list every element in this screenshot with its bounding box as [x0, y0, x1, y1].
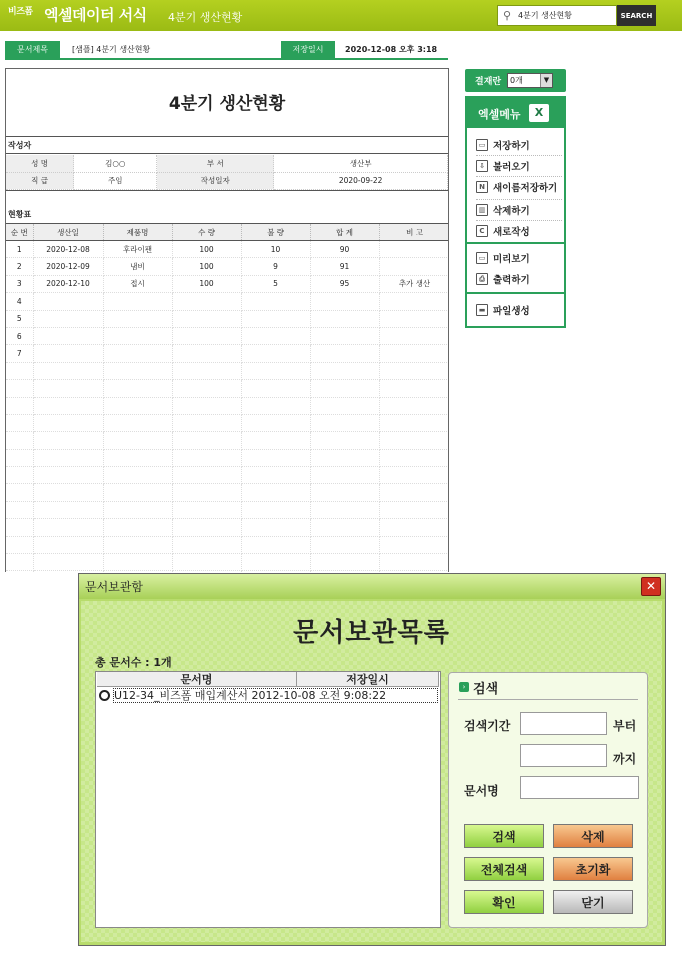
- column-header: 제품명: [103, 224, 172, 241]
- trash-icon: ▥: [476, 204, 488, 216]
- table-cell[interactable]: [103, 536, 172, 553]
- table-row: [6, 501, 449, 518]
- table-cell[interactable]: [6, 397, 33, 414]
- table-cell[interactable]: [379, 554, 449, 571]
- table-cell[interactable]: [379, 449, 449, 466]
- table-cell[interactable]: [103, 449, 172, 466]
- doc-count: 총 문서수 : 1개: [95, 656, 172, 669]
- table-cell[interactable]: [310, 345, 379, 362]
- author-cell: 직 급: [6, 172, 74, 189]
- table-cell[interactable]: 91: [310, 258, 379, 275]
- table-cell[interactable]: [172, 571, 241, 572]
- table-cell[interactable]: [6, 414, 33, 431]
- table-cell[interactable]: [310, 327, 379, 344]
- table-cell[interactable]: [33, 293, 103, 310]
- table-cell[interactable]: 9: [241, 258, 310, 275]
- doc-title-label: 문서제목: [5, 41, 60, 58]
- table-cell[interactable]: [310, 362, 379, 379]
- table-cell[interactable]: [310, 467, 379, 484]
- search-input[interactable]: [518, 8, 614, 23]
- table-cell[interactable]: [33, 467, 103, 484]
- author-cell[interactable]: 주임: [74, 172, 157, 189]
- approval-label: 결재란: [475, 77, 502, 87]
- author-section-label: 작성자: [8, 141, 32, 150]
- author-cell: 부 서: [157, 155, 274, 172]
- table-cell[interactable]: [379, 519, 449, 536]
- table-cell[interactable]: [379, 397, 449, 414]
- table-cell[interactable]: 7: [6, 345, 33, 362]
- table-row: [6, 397, 449, 414]
- preview-icon: ▭: [476, 252, 488, 264]
- table-cell[interactable]: [379, 432, 449, 449]
- table-cell[interactable]: [241, 397, 310, 414]
- table-cell[interactable]: [310, 554, 379, 571]
- saved-date-value: 2020-12-08 오후 3:18: [345, 45, 438, 54]
- table-cell[interactable]: [103, 310, 172, 327]
- table-cell[interactable]: 1: [6, 241, 33, 258]
- menu-item[interactable]: [476, 178, 564, 195]
- table-cell[interactable]: [103, 484, 172, 501]
- table-cell[interactable]: [241, 345, 310, 362]
- table-cell[interactable]: 접시: [103, 275, 172, 292]
- table-cell[interactable]: 10: [241, 241, 310, 258]
- table-cell[interactable]: [310, 293, 379, 310]
- table-cell[interactable]: [172, 310, 241, 327]
- table-cell[interactable]: 냄비: [103, 258, 172, 275]
- column-header: 생산일: [33, 224, 103, 241]
- dialog-titlebar[interactable]: [79, 574, 665, 599]
- menu-item-label: 파일생성: [493, 305, 530, 317]
- divider: [6, 190, 448, 191]
- table-cell[interactable]: [33, 554, 103, 571]
- table-cell[interactable]: [241, 432, 310, 449]
- menu-item-label: 저장하기: [493, 140, 530, 152]
- table-cell[interactable]: [379, 258, 449, 275]
- table-cell[interactable]: [33, 571, 103, 572]
- table-cell[interactable]: [241, 467, 310, 484]
- open-icon: ⇩: [476, 160, 488, 172]
- table-cell[interactable]: [103, 467, 172, 484]
- table-cell[interactable]: 90: [310, 241, 379, 258]
- table-cell[interactable]: [6, 467, 33, 484]
- table-cell[interactable]: [310, 380, 379, 397]
- dialog-title: 문서보관함: [85, 580, 143, 594]
- table-cell[interactable]: [379, 327, 449, 344]
- table-cell[interactable]: [33, 501, 103, 518]
- menu-item-label: 출력하기: [493, 274, 530, 286]
- table-cell[interactable]: [33, 432, 103, 449]
- table-cell[interactable]: [310, 484, 379, 501]
- reset-button[interactable]: 초기화: [553, 857, 633, 881]
- close-icon[interactable]: ✕: [641, 577, 661, 596]
- table-cell[interactable]: 후라이팬: [103, 241, 172, 258]
- column-header: 합 계: [310, 224, 379, 241]
- table-cell[interactable]: 2020-12-10: [33, 275, 103, 292]
- table-cell[interactable]: [103, 362, 172, 379]
- table-cell[interactable]: [241, 310, 310, 327]
- table-cell[interactable]: [103, 571, 172, 572]
- table-row: [6, 536, 449, 553]
- table-cell[interactable]: [103, 293, 172, 310]
- menu-item[interactable]: [476, 157, 564, 174]
- table-cell[interactable]: [241, 293, 310, 310]
- table-cell[interactable]: [33, 380, 103, 397]
- table-cell[interactable]: [172, 380, 241, 397]
- table-row: [6, 571, 449, 572]
- table-cell[interactable]: [241, 501, 310, 518]
- table-section-label: 현황표: [8, 210, 32, 219]
- table-cell[interactable]: [241, 519, 310, 536]
- row-radio[interactable]: [99, 690, 110, 701]
- column-header: 순 번: [6, 224, 33, 241]
- table-cell[interactable]: [241, 571, 310, 572]
- date-to-input[interactable]: [520, 744, 607, 767]
- table-cell[interactable]: [241, 554, 310, 571]
- menu-divider: [476, 176, 562, 177]
- table-cell[interactable]: [33, 536, 103, 553]
- menu-item[interactable]: [476, 222, 564, 239]
- table-row: [6, 432, 449, 449]
- author-cell[interactable]: 2020-09-22: [274, 172, 448, 189]
- table-cell[interactable]: [310, 519, 379, 536]
- table-cell[interactable]: 100: [172, 275, 241, 292]
- table-cell[interactable]: [379, 310, 449, 327]
- table-row: [6, 293, 449, 310]
- menu-divider: [476, 155, 562, 156]
- bizforms-logo[interactable]: 비즈폼: [8, 7, 33, 17]
- doc-subtitle: 4분기 생산현황: [168, 11, 243, 24]
- table-cell[interactable]: [310, 397, 379, 414]
- table-cell[interactable]: [310, 501, 379, 518]
- table-cell[interactable]: [103, 345, 172, 362]
- table-cell[interactable]: [310, 536, 379, 553]
- table-cell[interactable]: [6, 536, 33, 553]
- excel-menu-title: 엑셀메뉴: [478, 108, 521, 121]
- menu-item-label: 불러오기: [493, 161, 530, 173]
- spreadsheet[interactable]: [5, 68, 449, 572]
- col-header-name[interactable]: 문서명: [97, 672, 297, 687]
- table-cell[interactable]: [6, 484, 33, 501]
- divider: [6, 153, 448, 154]
- table-row: [6, 467, 449, 484]
- menu-group-divider: [467, 242, 564, 244]
- table-cell[interactable]: [241, 380, 310, 397]
- table-cell[interactable]: [379, 345, 449, 362]
- table-row: [6, 519, 449, 536]
- menu-item[interactable]: [476, 270, 564, 287]
- search-all-button[interactable]: 전체검색: [464, 857, 544, 881]
- docname-label: 문서명: [464, 784, 499, 798]
- table-cell[interactable]: [33, 414, 103, 431]
- table-cell[interactable]: [103, 414, 172, 431]
- table-cell[interactable]: 4: [6, 293, 33, 310]
- table-cell[interactable]: [310, 414, 379, 431]
- table-cell[interactable]: [172, 536, 241, 553]
- table-cell[interactable]: 95: [310, 275, 379, 292]
- table-cell[interactable]: [172, 484, 241, 501]
- date-from-input[interactable]: [520, 712, 607, 735]
- table-cell[interactable]: [241, 449, 310, 466]
- excel-icon: X: [529, 104, 549, 122]
- ok-button[interactable]: 확인: [464, 890, 544, 914]
- table-cell[interactable]: [241, 536, 310, 553]
- menu-item[interactable]: [476, 201, 564, 218]
- table-cell[interactable]: [379, 414, 449, 431]
- author-cell: 작성일자: [157, 172, 274, 189]
- table-cell[interactable]: 2020-12-08: [33, 241, 103, 258]
- table-cell[interactable]: [379, 241, 449, 258]
- table-cell[interactable]: 100: [172, 258, 241, 275]
- menu-item-label: 미리보기: [493, 253, 530, 265]
- table-cell[interactable]: 5: [241, 275, 310, 292]
- menu-item-label: 새이름저장하기: [493, 182, 558, 194]
- menu-item[interactable]: [476, 136, 564, 153]
- table-cell[interactable]: [6, 362, 33, 379]
- table-cell[interactable]: [172, 327, 241, 344]
- table-cell[interactable]: [6, 571, 33, 572]
- search-panel-title: 검색: [473, 682, 499, 697]
- chevron-down-icon[interactable]: ▼: [540, 74, 552, 87]
- table-cell[interactable]: [241, 484, 310, 501]
- table-cell[interactable]: [103, 501, 172, 518]
- table-cell[interactable]: 5: [6, 310, 33, 327]
- save-as-icon: N: [476, 181, 488, 193]
- col-header-date[interactable]: 저장일시: [297, 672, 439, 687]
- table-cell[interactable]: 3: [6, 275, 33, 292]
- table-cell[interactable]: [172, 362, 241, 379]
- table-cell[interactable]: [33, 519, 103, 536]
- table-cell[interactable]: 추가 생산: [379, 275, 449, 292]
- table-row: [6, 414, 449, 431]
- table-cell[interactable]: [241, 362, 310, 379]
- column-header: 비 고: [379, 224, 449, 241]
- table-row: [6, 362, 449, 379]
- table-cell[interactable]: [379, 536, 449, 553]
- table-cell[interactable]: [379, 501, 449, 518]
- table-cell[interactable]: [172, 554, 241, 571]
- info-divider: [5, 58, 448, 60]
- table-cell[interactable]: [6, 554, 33, 571]
- doc-title-value: [샘플] 4분기 생산현황: [72, 45, 151, 54]
- table-cell[interactable]: [310, 571, 379, 572]
- search-icon: ⚲: [503, 9, 512, 22]
- dialog-heading: 문서보관목록: [293, 618, 450, 648]
- menu-item-label: 새로작성: [493, 226, 530, 238]
- save-icon: ▭: [476, 139, 488, 151]
- table-cell[interactable]: [103, 397, 172, 414]
- table-cell[interactable]: [379, 484, 449, 501]
- table-row: [6, 380, 449, 397]
- table-row: [6, 554, 449, 571]
- author-cell[interactable]: 생산부: [274, 155, 448, 172]
- table-cell[interactable]: 2020-12-09: [33, 258, 103, 275]
- table-cell[interactable]: [172, 293, 241, 310]
- period-label: 검색기간: [464, 719, 511, 733]
- approval-select[interactable]: 0개: [507, 73, 553, 88]
- table-row: [6, 310, 449, 327]
- author-cell: 성 명: [6, 155, 74, 172]
- divider: [458, 699, 638, 700]
- table-cell[interactable]: [172, 432, 241, 449]
- table-row: [6, 275, 449, 292]
- table-row: [6, 155, 448, 172]
- menu-item-label: 삭제하기: [493, 205, 530, 217]
- table-cell[interactable]: [6, 380, 33, 397]
- arrow-icon: ›: [459, 682, 469, 692]
- search-button[interactable]: SEARCH: [617, 5, 656, 26]
- table-cell[interactable]: [103, 519, 172, 536]
- table-cell[interactable]: [172, 467, 241, 484]
- menu-item[interactable]: [476, 301, 564, 318]
- folder-icon: ▬: [476, 304, 488, 316]
- table-cell[interactable]: [6, 432, 33, 449]
- docname-input[interactable]: [520, 776, 639, 799]
- table-cell[interactable]: [379, 571, 449, 572]
- table-cell[interactable]: [103, 380, 172, 397]
- table-row: [6, 258, 449, 275]
- menu-group-divider: [467, 292, 564, 294]
- menu-item[interactable]: [476, 249, 564, 266]
- table-cell[interactable]: [172, 519, 241, 536]
- author-table: [6, 155, 448, 190]
- table-cell[interactable]: [33, 327, 103, 344]
- saved-date-label: 저장일시: [281, 41, 335, 58]
- table-row: [6, 449, 449, 466]
- table-cell[interactable]: [172, 345, 241, 362]
- column-header: 수 량: [172, 224, 241, 241]
- table-row: [6, 345, 449, 362]
- table-row: [6, 241, 449, 258]
- table-row: [6, 172, 448, 189]
- table-cell[interactable]: [33, 345, 103, 362]
- author-cell[interactable]: 김○○: [74, 155, 157, 172]
- table-cell[interactable]: [172, 414, 241, 431]
- delete-button[interactable]: 삭제: [553, 824, 633, 848]
- to-label: 까지: [613, 752, 637, 766]
- table-cell[interactable]: [33, 397, 103, 414]
- table-cell[interactable]: [241, 414, 310, 431]
- table-cell[interactable]: [379, 467, 449, 484]
- table-cell[interactable]: [33, 362, 103, 379]
- table-cell[interactable]: [172, 501, 241, 518]
- table-cell[interactable]: [33, 310, 103, 327]
- table-cell[interactable]: [379, 362, 449, 379]
- table-cell[interactable]: [6, 501, 33, 518]
- from-label: 부터: [613, 719, 637, 733]
- table-cell[interactable]: 6: [6, 327, 33, 344]
- divider: [6, 136, 448, 137]
- table-cell[interactable]: [310, 432, 379, 449]
- table-cell[interactable]: [379, 293, 449, 310]
- column-header: 불 량: [241, 224, 310, 241]
- table-cell[interactable]: [6, 519, 33, 536]
- new-doc-icon: C: [476, 225, 488, 237]
- sheet-title: 4분기 생산현황: [168, 94, 286, 114]
- close-button[interactable]: 닫기: [553, 890, 633, 914]
- table-row: [6, 484, 449, 501]
- table-cell[interactable]: [33, 484, 103, 501]
- table-cell[interactable]: [310, 310, 379, 327]
- table-row: [6, 327, 449, 344]
- table-cell[interactable]: 100: [172, 241, 241, 258]
- table-cell[interactable]: [103, 432, 172, 449]
- table-cell[interactable]: [310, 449, 379, 466]
- table-cell[interactable]: [33, 449, 103, 466]
- search-button[interactable]: 검색: [464, 824, 544, 848]
- print-icon: ⎙: [476, 273, 488, 285]
- table-cell[interactable]: [379, 380, 449, 397]
- table-cell[interactable]: [103, 327, 172, 344]
- app-title: 엑셀데이터 서식: [44, 6, 147, 24]
- menu-divider: [476, 220, 562, 221]
- table-cell[interactable]: [172, 449, 241, 466]
- status-table: [6, 223, 449, 572]
- table-cell[interactable]: [172, 397, 241, 414]
- table-cell[interactable]: [103, 554, 172, 571]
- menu-divider: [476, 199, 562, 200]
- search-box: [497, 5, 617, 26]
- table-cell[interactable]: [241, 327, 310, 344]
- list-item[interactable]: U12-34_비즈폼 매입계산서 2012-10-08 오전 9:08:22: [113, 688, 438, 703]
- table-cell[interactable]: [6, 449, 33, 466]
- doc-list[interactable]: [95, 671, 441, 928]
- table-cell[interactable]: 2: [6, 258, 33, 275]
